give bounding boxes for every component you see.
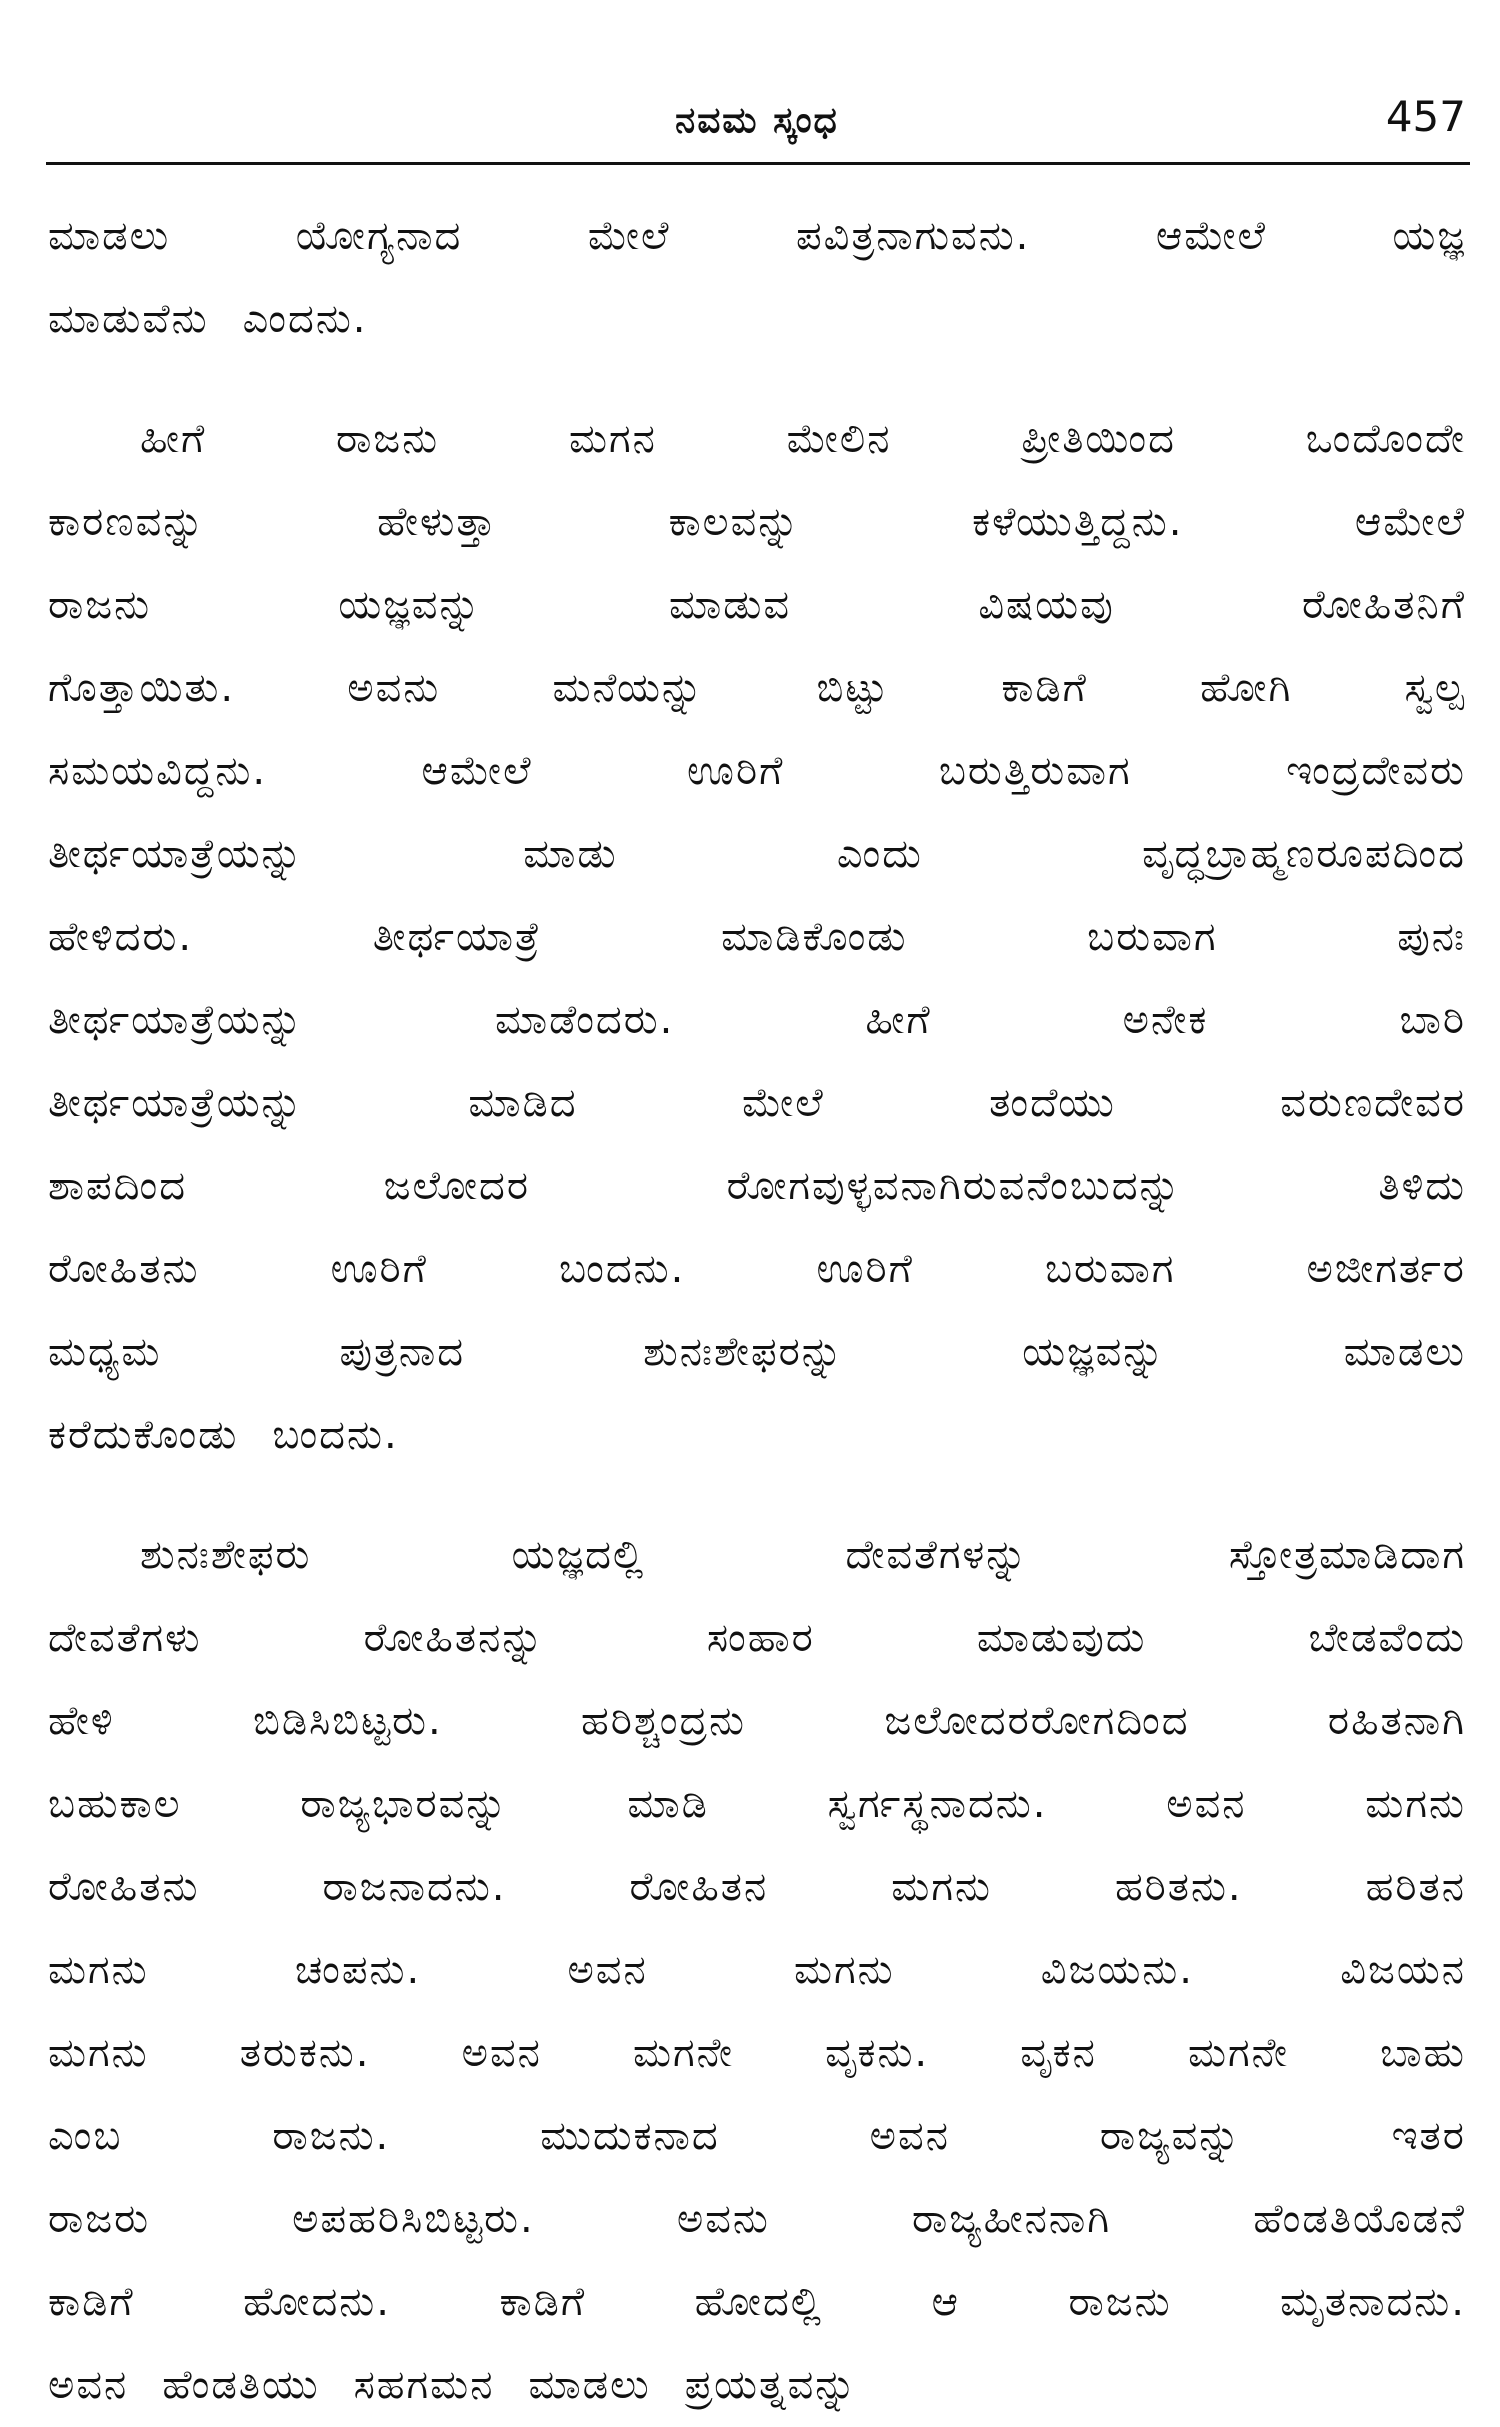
word: ಮಧ್ಯಮ [48,1329,162,1375]
text-line [48,2178,1466,2261]
word: ಕರೆದುಕೊಂಡು [48,1412,239,1458]
text-line [48,1680,1466,1763]
word: ಹೋಗಿ [1200,665,1293,711]
word: ಬರುತ್ತಿರುವಾಗ [938,748,1132,794]
word: ರಾಜ್ಯಹೀನನಾಗಿ [911,2196,1112,2242]
text-line [48,647,1466,730]
word: ಮಾಡು [523,831,618,877]
word: ಊರಿಗೆ [687,748,785,794]
word: ಮಗನು [891,1864,992,1910]
word: ಮಾಡಿದ [468,1080,578,1126]
word: ಜಲೋದರ [383,1163,531,1209]
word: ಅಜೀಗರ್ತರ [1306,1246,1466,1292]
word: ಪ್ರಯತ್ನವನ್ನು [684,2362,858,2408]
word: ಬಹುಕಾಲ [48,1781,182,1827]
text-line [48,813,1466,896]
word: ಮಗನ [568,416,657,462]
word: ಗೊತ್ತಾಯಿತು. [48,665,236,711]
word: ಎಂದನು. [242,296,368,342]
word: ಮಗನೇ [632,2030,735,2076]
word: ವೃಕನು. [825,2030,930,2076]
word: ಮಗನು [793,1947,895,1993]
word: ರಾಜರು [48,2196,151,2242]
word: ಶುನಃಶೇಫರನ್ನು [643,1329,845,1375]
text-line [48,278,1466,361]
word: ಅಪಹರಿಸಿಬಿಟ್ಟರು. [292,2196,535,2242]
word: ಬಾರಿ [1399,997,1466,1043]
text-line [48,1062,1466,1145]
word: ಮುದುಕನಾದ [540,2113,720,2159]
word: ವೃಕನ [1020,2030,1097,2076]
word: ಬರುವಾಗ [1044,1246,1176,1292]
paragraph-gap [48,361,1466,398]
text-line [48,1514,1466,1597]
word: ಹೀಗೆ [140,416,207,462]
text-line [48,1145,1466,1228]
word: ಊರಿಗೆ [816,1246,914,1292]
word: ಬಿಡಿಸಿಬಿಟ್ಟರು. [252,1698,443,1744]
word: ಹೇಳಿ [48,1698,115,1744]
word: ತರುಕನು. [239,2030,371,2076]
word: ಸ್ವರ್ಗಸ್ಥನಾದನು. [827,1781,1048,1827]
word: ಮನೆಯನ್ನು [552,665,705,711]
word: ಯಜ್ಞವನ್ನು [338,582,482,628]
word: ಎಂದು [836,831,923,877]
word: ಅವನ [1166,1781,1247,1827]
word: ಆಮೇಲೆ [421,748,533,794]
text-line [48,1228,1466,1311]
word: ಅವನು [347,665,441,711]
word: ಪ್ರೀತಿಯಿಂದ [1021,416,1176,462]
word: ಸಂಹಾರ [706,1615,815,1661]
word: ವಿಜಯನ [1340,1947,1466,1993]
word: ರಾಜ್ಯವನ್ನು [1099,2113,1242,2159]
text-line [48,1597,1466,1680]
word: ರೋಹಿತನು [48,1246,200,1292]
word: ಸಮಯವಿದ್ದನು. [48,748,268,794]
text-line [48,2095,1466,2178]
word: ತೀರ್ಥಯಾತ್ರೆಯನ್ನು [48,831,304,877]
chapter-title: ನವಮ ಸ್ಕಂಧ [675,100,839,141]
word: ಅವನ [567,1947,648,1993]
word: ಯೋಗ್ಯನಾದ [295,213,463,259]
word: ಸಹಗಮನ [353,2362,495,2408]
word: ಕಾಡಿಗೆ [1001,665,1088,711]
text-line [48,1311,1466,1394]
word: ಕಾಡಿಗೆ [48,2279,135,2325]
word: ಇತರ [1391,2113,1466,2159]
word: ಹರಿತನು. [1114,1864,1243,1910]
word: ಬೇಡವೆಂದು [1308,1615,1466,1661]
word: ಶುನಃಶೇಫರು [140,1532,312,1578]
word: ರಾಜನು [48,582,152,628]
word: ತಿಳಿದು [1378,1163,1466,1209]
word: ಆಮೇಲೆ [1354,499,1466,545]
word: ಹೀಗೆ [865,997,932,1043]
word: ಯಜ್ಞದಲ್ಲಿ [511,1532,646,1578]
word: ವಿಜಯನು. [1040,1947,1194,1993]
word: ಯಜ್ಞವನ್ನು [1022,1329,1166,1375]
text-line [48,896,1466,979]
paragraph [48,398,1466,1477]
header-divider [46,162,1470,165]
text-line [48,2261,1466,2344]
word: ರಾಜನಾದನು. [322,1864,507,1910]
word: ಪವಿತ್ರನಾಗುವನು. [796,213,1031,259]
word: ದೇವತೆಗಳನ್ನು [845,1532,1029,1578]
word: ಬಂದನು. [272,1412,399,1458]
word: ಹರಿತನ [1365,1864,1466,1910]
word: ವರುಣದೇವರ [1280,1080,1466,1126]
word: ವಿಷಯವು [978,582,1115,628]
word: ತಂದೆಯು [989,1080,1116,1126]
word: ಕಳೆಯುತ್ತಿದ್ದನು. [972,499,1184,545]
word: ಮೇಲೆ [742,1080,825,1126]
text-line [48,481,1466,564]
word: ಮಾಡಲು [48,213,171,259]
word: ಮಾಡಲು [528,2362,651,2408]
word: ಮಗನು [1365,1781,1466,1827]
word: ತೀರ್ಥಯಾತ್ರೆಯನ್ನು [48,1080,304,1126]
word: ಮಗನು [48,1947,149,1993]
word: ಸ್ತೋತ್ರಮಾಡಿದಾಗ [1228,1532,1466,1578]
page-number: 457 [1385,92,1466,141]
word: ಹೇಳುತ್ತಾ [377,499,498,545]
word: ರಾಜನು. [272,2113,391,2159]
word: ಮೇಲೆ [587,213,671,259]
text-line [48,1846,1466,1929]
word: ರೋಹಿತನು [48,1864,200,1910]
text-line [48,2012,1466,2095]
word: ರೋಗವುಳ್ಳವನಾಗಿರುವನೆಂಬುದನ್ನು [726,1163,1182,1209]
word: ರಾಜನು [1068,2279,1172,2325]
body-text [48,195,1466,2427]
word: ಕಾಡಿಗೆ [499,2279,587,2325]
word: ಒಂದೊಂದೇ [1305,416,1466,462]
word: ಪುತ್ರನಾದ [339,1329,466,1375]
word: ಮಾಡಿಕೊಂಡು [721,914,908,960]
word: ಜಲೋದರರೋಗದಿಂದ [884,1698,1190,1744]
text-line [48,2344,1466,2427]
word: ರೋಹಿತನನ್ನು [363,1615,545,1661]
word: ರೋಹಿತನ [629,1864,769,1910]
word: ಹೆಂಡತಿಯು [162,2362,320,2408]
paragraph [48,1514,1466,2427]
word: ಮಾಡಲು [1343,1329,1466,1375]
word: ವೃದ್ಧಬ್ರಾಹ್ಮಣರೂಪದಿಂದ [1142,831,1466,877]
word: ಮಗನೇ [1187,2030,1289,2076]
word: ಬಾಹು [1380,2030,1466,2076]
word: ಆಮೇಲೆ [1155,213,1267,259]
word: ತೀರ್ಥಯಾತ್ರೆ [372,914,542,960]
word: ಮಾಡುವುದು [976,1615,1147,1661]
word: ಯಜ್ಞ [1392,213,1466,259]
text-line [48,979,1466,1062]
word: ಮಾಡುವೆನು [48,296,209,342]
word: ಮೇಲಿನ [786,416,892,462]
word: ಹೆಂಡತಿಯೊಡನೆ [1253,2196,1466,2242]
word: ಎಂಬ [48,2113,123,2159]
word: ಮಗನು [48,2030,149,2076]
text-line [48,398,1466,481]
word: ಚಂಪನು. [294,1947,422,1993]
word: ಅವನ [48,2362,129,2408]
word: ಆ [931,2279,960,2325]
word: ತೀರ್ಥಯಾತ್ರೆಯನ್ನು [48,997,304,1043]
word: ಇಂದ್ರದೇವರು [1286,748,1466,794]
text-line [48,730,1466,813]
word: ಕಾಲವನ್ನು [668,499,801,545]
word: ಪುನಃ [1397,914,1466,960]
word: ಮಾಡೆಂದರು. [494,997,675,1043]
word: ಅನೇಕ [1122,997,1209,1043]
word: ಸ್ವಲ್ಪ [1404,665,1466,711]
word: ಮೃತನಾದನು. [1280,2279,1466,2325]
word: ಬಂದನು. [559,1246,686,1292]
word: ಕಾರಣವನ್ನು [48,499,206,545]
word: ರಾಜನು [336,416,440,462]
paragraph-gap [48,1477,1466,1514]
word: ಹೋದನು. [243,2279,391,2325]
text-line [48,564,1466,647]
word: ದೇವತೆಗಳು [48,1615,202,1661]
word: ಹೇಳಿದರು. [48,914,194,960]
word: ಅವನ [461,2030,542,2076]
word: ಅವನ [869,2113,950,2159]
word: ಮಾಡುವ [669,582,792,628]
running-header [48,92,1466,162]
word: ಊರಿಗೆ [330,1246,428,1292]
word: ರಹಿತನಾಗಿ [1327,1698,1466,1744]
text-line [48,1763,1466,1846]
word: ಬಿಟ್ಟು [816,665,890,711]
word: ಹರಿಶ್ಚಂದ್ರನು [581,1698,747,1744]
word: ಶಾಪದಿಂದ [48,1163,188,1209]
word: ಅವನು [676,2196,770,2242]
word: ರೋಹಿತನಿಗೆ [1301,582,1466,628]
word: ಮಾಡಿ [627,1781,709,1827]
text-line [48,195,1466,278]
paragraph [48,195,1466,361]
word: ಬರುವಾಗ [1087,914,1218,960]
text-line [48,1394,1466,1477]
word: ಹೋದಲ್ಲಿ [694,2279,824,2325]
word: ರಾಜ್ಯಭಾರವನ್ನು [300,1781,509,1827]
